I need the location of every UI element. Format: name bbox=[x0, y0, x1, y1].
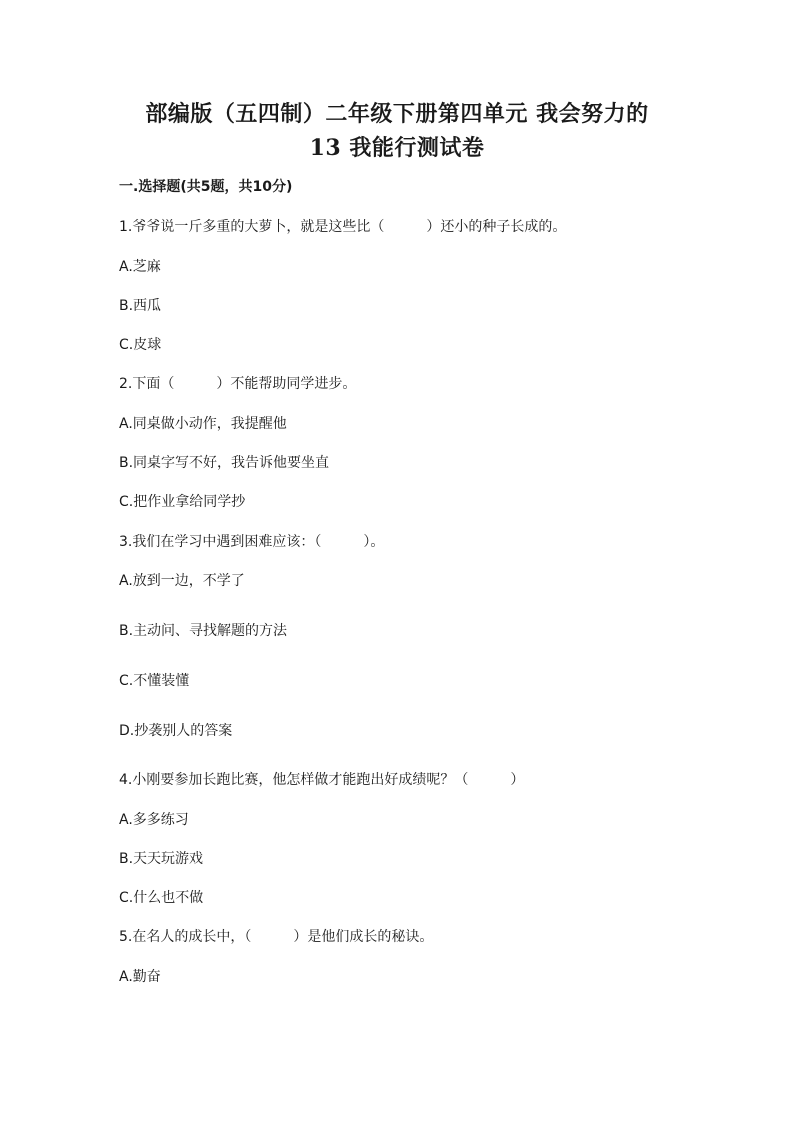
section-heading: 一.选择题(共5题，共10分) bbox=[119, 179, 293, 195]
question-2-option-b: B.同桌字写不好，我告诉他要坐直 bbox=[119, 455, 330, 471]
question-1-option-a: A.芝麻 bbox=[119, 259, 161, 275]
question-3-stem: 3.我们在学习中遇到困难应该：（ ）。 bbox=[119, 534, 385, 550]
question-4-option-c: C.什么也不做 bbox=[119, 890, 204, 906]
question-1-stem: 1.爷爷说一斤多重的大萝卜，就是这些比（ ）还小的种子长成的。 bbox=[119, 219, 567, 235]
question-5-stem: 5.在名人的成长中，（ ）是他们成长的秘诀。 bbox=[119, 929, 434, 945]
question-3-option-a: A.放到一边，不学了 bbox=[119, 573, 245, 589]
question-5-option-a: A.勤奋 bbox=[119, 969, 161, 985]
page-title-line-1: 部编版（五四制）二年级下册第四单元 我会努力的 bbox=[145, 101, 649, 127]
question-1-option-c: C.皮球 bbox=[119, 337, 162, 353]
question-1-option-b: B.西瓜 bbox=[119, 298, 162, 314]
question-3-option-c: C.不懂装懂 bbox=[119, 673, 190, 689]
question-3-option-d: D.抄袭别人的答案 bbox=[119, 723, 233, 739]
question-4-option-b: B.天天玩游戏 bbox=[119, 851, 204, 867]
question-2-stem: 2.下面（ ）不能帮助同学进步。 bbox=[119, 376, 357, 392]
page-title-line-2: 13 我能行测试卷 bbox=[309, 135, 485, 161]
question-3-option-b: B.主动问、寻找解题的方法 bbox=[119, 623, 288, 639]
question-2-option-c: C.把作业拿给同学抄 bbox=[119, 494, 246, 510]
question-2-option-a: A.同桌做小动作，我提醒他 bbox=[119, 416, 287, 432]
question-4-option-a: A.多多练习 bbox=[119, 812, 189, 828]
question-4-stem: 4.小刚要参加长跑比赛，他怎样做才能跑出好成绩呢？（ ） bbox=[119, 772, 525, 788]
